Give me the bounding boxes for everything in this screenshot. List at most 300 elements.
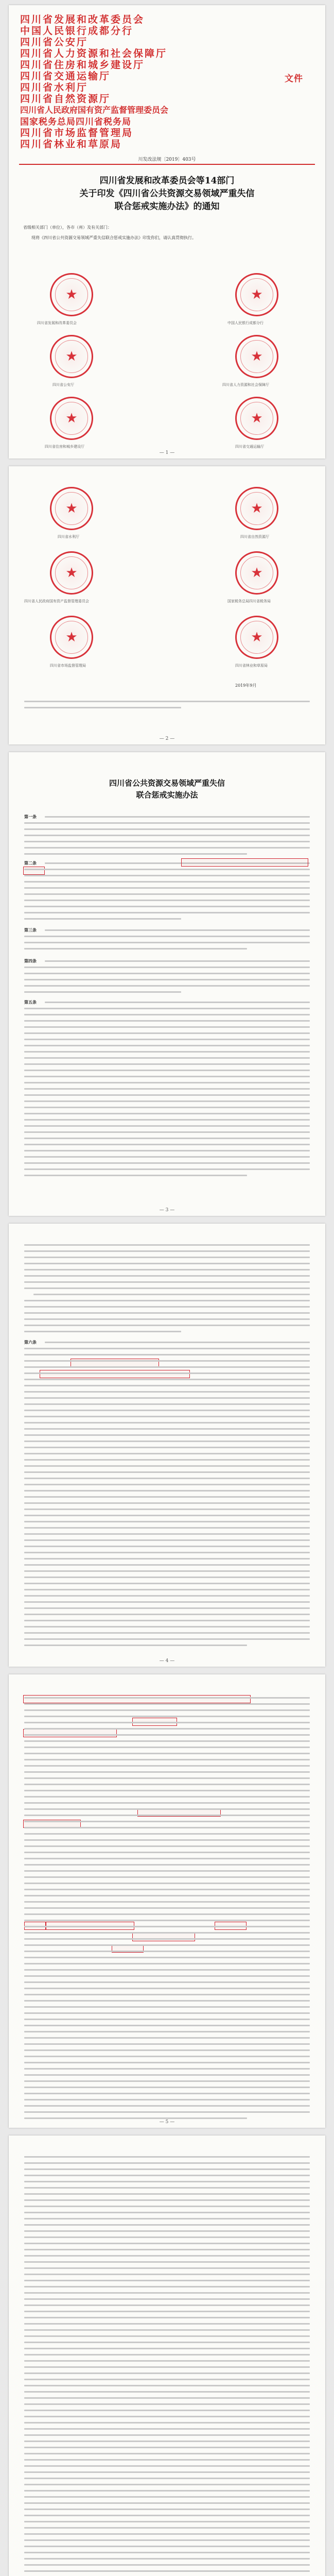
text-line — [24, 1366, 310, 1368]
page-text — [24, 822, 310, 859]
text-line — [24, 1951, 310, 1952]
text-line — [24, 942, 310, 943]
agency-line: 四川省自然资源厅 — [20, 94, 111, 105]
page-number: — 1 — — [159, 450, 175, 455]
text-line — [24, 2465, 310, 2467]
text-line — [24, 1113, 310, 1114]
official-seal: ★ — [235, 616, 278, 659]
page-text — [45, 960, 310, 967]
text-line — [24, 2453, 310, 2454]
text-line — [24, 2311, 310, 2312]
official-seal: ★ — [235, 397, 278, 440]
text-line — [24, 2093, 310, 2094]
agency-line: 四川省住房和城乡建设厅 — [20, 60, 145, 71]
text-line — [24, 1257, 310, 1258]
text-line — [24, 2478, 310, 2479]
page-text — [45, 1342, 310, 1348]
page-text — [24, 1008, 310, 1181]
text-line — [24, 979, 310, 980]
text-line — [24, 1287, 310, 1289]
text-line — [24, 1944, 310, 1946]
page-text — [24, 701, 310, 713]
text-line — [24, 2056, 310, 2057]
text-line — [24, 1722, 310, 1723]
text-line — [24, 1521, 310, 1522]
text-line — [24, 2286, 310, 2287]
text-line — [24, 1269, 310, 1270]
seal-org-label: 四川省公安厅 — [52, 383, 74, 387]
text-line — [24, 2447, 310, 2448]
issue-date: 2019年9月 — [235, 683, 257, 688]
text-line — [24, 2187, 310, 2189]
text-line — [24, 1144, 310, 1145]
text-line — [24, 2087, 310, 2088]
text-line — [24, 906, 310, 907]
text-line — [24, 835, 310, 836]
text-line — [24, 2502, 310, 2504]
text-line — [24, 707, 181, 708]
text-line — [24, 1981, 310, 1983]
text-line — [24, 1709, 310, 1711]
text-line — [24, 2372, 310, 2374]
text-line — [24, 2360, 310, 2362]
text-line — [24, 2111, 310, 2113]
seal-org-label: 四川省水利厅 — [58, 535, 79, 539]
article-heading: 第三条 — [24, 927, 37, 933]
text-line — [24, 1638, 310, 1640]
text-line — [24, 2224, 310, 2226]
text-line — [24, 2335, 310, 2337]
text-line — [24, 2012, 310, 2014]
text-line — [24, 2230, 310, 2232]
page-number: — 2 — — [159, 736, 175, 741]
agency-line: 四川省公安厅 — [20, 37, 89, 48]
text-line — [24, 1802, 310, 1804]
page-text — [24, 1697, 310, 2124]
text-line — [24, 2162, 310, 2164]
text-line — [24, 918, 181, 920]
seal-org-label: 四川省林业和草原局 — [235, 664, 268, 668]
text-line — [24, 1354, 310, 1355]
text-line — [24, 1703, 310, 1705]
text-line — [24, 875, 310, 876]
text-line — [24, 2080, 310, 2082]
text-line — [24, 2062, 310, 2063]
agency-line: 四川省水利厅 — [20, 82, 89, 93]
text-line — [24, 1281, 310, 1283]
text-line — [24, 2280, 310, 2281]
text-line — [24, 2218, 310, 2219]
text-line — [24, 1325, 310, 1326]
text-line — [24, 847, 310, 849]
text-line — [24, 1994, 310, 1995]
text-line — [24, 1379, 310, 1380]
text-line — [24, 1244, 310, 1246]
measures-title-line1: 四川省公共资源交易领域严重失信 — [109, 778, 225, 788]
text-line — [45, 929, 310, 931]
official-seal: ★ — [50, 397, 93, 440]
text-line — [24, 887, 310, 889]
text-line — [45, 1002, 310, 1003]
text-line — [24, 1765, 310, 1767]
text-line — [24, 869, 310, 870]
article-heading: 第一条 — [24, 814, 37, 819]
text-line — [24, 2471, 310, 2473]
document-number: 川发改法规〔2019〕403号 — [138, 157, 196, 162]
text-line — [24, 2298, 310, 2300]
official-seal: ★ — [235, 487, 278, 530]
seal-org-label: 四川省市场监督管理局 — [50, 664, 86, 668]
text-line — [24, 1496, 310, 1498]
text-line — [24, 2105, 310, 2107]
text-line — [24, 1595, 310, 1597]
text-line — [24, 1577, 310, 1578]
text-line — [24, 1913, 310, 1915]
text-line — [24, 1583, 310, 1584]
text-line — [24, 1014, 310, 1015]
text-line — [24, 1883, 310, 1884]
text-line — [24, 1815, 310, 1816]
text-line — [24, 2329, 310, 2331]
text-line — [24, 1410, 310, 1411]
article-heading: 第二条 — [24, 860, 37, 866]
text-line — [24, 1250, 310, 1252]
seal-org-label: 四川省住房和城乡建设厅 — [45, 445, 84, 449]
page-number: — 4 — — [159, 1658, 175, 1664]
seal-org-label: 国家税务总局四川省税务局 — [227, 599, 271, 603]
notice-addressee: 省级相关部门（单位），各市（州）及有关部门： — [23, 225, 112, 230]
text-line — [45, 960, 310, 962]
text-line — [24, 1070, 310, 1071]
text-line — [24, 1490, 310, 1492]
page-text — [24, 2156, 310, 2576]
text-line — [24, 2199, 310, 2201]
measures-title-line2: 联合惩戒实施办法 — [136, 790, 198, 800]
text-line — [24, 2019, 310, 2020]
wenjian-mark: 文件 — [285, 74, 303, 84]
text-line — [24, 1864, 310, 1866]
text-line — [24, 1969, 310, 1971]
text-line — [24, 1907, 310, 1909]
text-line — [24, 1331, 181, 1332]
seal-org-label: 中国人民银行成都分行 — [227, 321, 263, 325]
text-line — [24, 1753, 310, 1754]
text-line — [24, 1728, 310, 1730]
text-line — [24, 1440, 310, 1442]
text-line — [24, 1564, 310, 1566]
text-line — [24, 1614, 310, 1615]
text-line — [24, 973, 310, 974]
document-page-2 — [9, 466, 325, 744]
text-line — [24, 948, 247, 950]
text-line — [24, 2168, 310, 2170]
text-line — [24, 1833, 310, 1835]
text-line — [24, 1082, 310, 1083]
text-line — [24, 1360, 310, 1362]
text-line — [24, 1839, 310, 1841]
official-seal: ★ — [235, 335, 278, 378]
text-line — [24, 1100, 310, 1102]
text-line — [24, 2304, 310, 2306]
text-line — [24, 1821, 310, 1822]
red-divider — [19, 164, 315, 165]
text-line — [24, 1509, 310, 1510]
text-line — [24, 900, 310, 901]
text-line — [24, 1870, 310, 1872]
text-line — [24, 1478, 310, 1479]
agency-line: 四川省市场监督管理局 — [20, 128, 134, 139]
text-line — [24, 1777, 310, 1779]
text-line — [24, 1601, 310, 1603]
text-line — [24, 853, 247, 855]
text-line — [24, 1771, 310, 1773]
text-line — [24, 2267, 310, 2269]
text-line — [24, 1790, 310, 1791]
text-line — [24, 1150, 310, 1151]
text-line — [24, 822, 310, 824]
text-line — [24, 2249, 310, 2250]
text-line — [24, 2558, 310, 2560]
seal-org-label: 四川省自然资源厅 — [240, 535, 269, 539]
text-line — [24, 2037, 310, 2039]
text-line — [24, 936, 310, 937]
page-text — [45, 929, 310, 936]
text-line — [24, 1391, 310, 1393]
text-line — [24, 1626, 310, 1628]
text-line — [24, 1026, 310, 1028]
text-line — [24, 1175, 247, 1176]
text-line — [24, 828, 310, 830]
official-seal: ★ — [50, 487, 93, 530]
text-line — [24, 1552, 310, 1553]
text-line — [24, 967, 310, 968]
notice-body: 现将《四川省公共资源交易领域严重失信联合惩戒实施办法》印发你们，请认真贯彻执行。 — [31, 235, 196, 240]
page-text — [24, 1348, 310, 1651]
seal-org-label: 四川省交通运输厅 — [235, 445, 264, 449]
text-line — [24, 2292, 310, 2294]
page-text — [24, 936, 310, 954]
text-line — [24, 985, 310, 987]
text-line — [24, 2025, 310, 2026]
text-line — [24, 1716, 310, 1717]
text-line — [24, 1895, 310, 1896]
text-line — [24, 2521, 310, 2522]
text-line — [24, 881, 310, 883]
text-line — [24, 2539, 310, 2541]
text-line — [24, 1607, 310, 1609]
text-line — [24, 2484, 310, 2485]
text-line — [24, 2068, 310, 2070]
notice-title-line1: 关于印发《四川省公共资源交易领域严重失信 — [79, 189, 255, 199]
text-line — [24, 1620, 310, 1621]
text-line — [24, 1168, 310, 1170]
text-line — [24, 1088, 310, 1090]
page-text — [45, 816, 310, 822]
text-line — [24, 2515, 310, 2516]
agency-line: 中国人民银行成都分行 — [20, 26, 134, 37]
text-line — [24, 1926, 310, 1927]
text-line — [24, 1138, 310, 1139]
text-line — [24, 1312, 310, 1314]
text-line — [24, 1057, 310, 1059]
text-line — [24, 1632, 310, 1634]
agency-line: 四川省交通运输厅 — [20, 71, 111, 82]
text-line — [24, 1876, 310, 1878]
notice-subtitle: 四川省发展和改革委员会等14部门 — [99, 176, 235, 186]
text-line — [24, 2441, 310, 2442]
text-line — [24, 1119, 310, 1121]
text-line — [24, 2317, 310, 2318]
article-heading: 第五条 — [24, 999, 37, 1005]
text-line — [24, 2348, 310, 2349]
text-line — [24, 1484, 310, 1485]
text-line — [24, 1515, 310, 1516]
text-line — [24, 2410, 310, 2411]
text-line — [24, 2193, 310, 2195]
text-line — [24, 2243, 310, 2244]
text-line — [45, 816, 310, 818]
text-line — [24, 2175, 310, 2176]
text-line — [24, 1827, 310, 1828]
text-line — [24, 1397, 310, 1399]
text-line — [24, 2546, 310, 2547]
page-text — [24, 869, 310, 924]
text-line — [24, 1471, 310, 1473]
text-line — [24, 1107, 310, 1108]
text-line — [24, 1932, 310, 1934]
text-line — [24, 1131, 310, 1133]
page-text — [24, 1244, 310, 1337]
text-line — [24, 2000, 310, 2002]
text-line — [24, 2255, 310, 2257]
page-text — [24, 967, 310, 997]
text-line — [24, 1428, 310, 1430]
text-line — [24, 1094, 310, 1096]
text-line — [24, 1957, 310, 1958]
text-line — [24, 1889, 310, 1890]
official-seal: ★ — [50, 551, 93, 595]
article-heading: 第六条 — [24, 1340, 37, 1345]
text-line — [24, 2391, 310, 2393]
text-line — [24, 1045, 310, 1046]
text-line — [24, 2434, 310, 2436]
notice-title-line2: 联合惩戒实施办法》的通知 — [114, 201, 220, 212]
official-seal: ★ — [235, 273, 278, 316]
text-line — [24, 2074, 310, 2076]
highlight-box — [181, 858, 308, 867]
text-line — [24, 1039, 310, 1040]
text-line — [24, 1988, 310, 1989]
text-line — [24, 2206, 310, 2207]
text-line — [24, 2099, 310, 2100]
text-line — [24, 2354, 310, 2355]
text-line — [24, 1032, 310, 1034]
text-line — [24, 912, 310, 913]
text-line — [24, 1808, 310, 1810]
text-line — [24, 2459, 310, 2461]
text-line — [24, 1263, 310, 1264]
text-line — [24, 2274, 310, 2275]
text-line — [24, 2043, 310, 2045]
seal-org-label: 四川省人力资源和社会保障厅 — [222, 383, 269, 387]
text-line — [24, 1416, 310, 1417]
text-line — [24, 2552, 310, 2553]
text-line — [24, 2428, 310, 2430]
text-line — [24, 991, 181, 993]
text-line — [24, 2570, 310, 2572]
text-line — [24, 1076, 310, 1077]
document-page-3 — [9, 752, 325, 1216]
agency-line: 四川省人民政府国有资产监督管理委员会 — [20, 106, 169, 115]
document-page-4 — [9, 1224, 325, 1667]
text-line — [24, 1162, 310, 1164]
text-line — [24, 1527, 310, 1529]
agency-line: 四川省发展和改革委员会 — [20, 14, 145, 25]
text-line — [33, 1294, 310, 1295]
text-line — [24, 1546, 310, 1547]
text-line — [24, 1465, 310, 1467]
text-line — [24, 1125, 310, 1127]
text-line — [24, 1275, 310, 1277]
text-line — [24, 1063, 310, 1065]
text-line — [24, 1747, 310, 1748]
article-heading: 第四条 — [24, 958, 37, 963]
official-seal: ★ — [50, 335, 93, 378]
text-line — [24, 2006, 310, 2008]
document-page-1 — [9, 5, 325, 459]
text-line — [24, 2422, 310, 2424]
text-line — [24, 1589, 310, 1590]
text-line — [24, 1901, 310, 1903]
text-line — [24, 1453, 310, 1454]
text-line — [24, 1784, 310, 1785]
text-line — [24, 1008, 310, 1009]
text-line — [24, 1734, 310, 1736]
text-line — [24, 1852, 310, 1853]
text-line — [24, 1422, 310, 1423]
text-line — [24, 2212, 310, 2213]
text-line — [24, 1539, 310, 1541]
text-line — [24, 1447, 310, 1448]
text-line — [45, 1342, 310, 1343]
text-line — [24, 1963, 310, 1964]
official-seal: ★ — [50, 616, 93, 659]
text-line — [24, 2156, 310, 2158]
text-line — [24, 1372, 310, 1374]
text-line — [24, 1697, 310, 1699]
agency-line: 国家税务总局四川省税务局 — [20, 117, 131, 127]
seal-org-label: 四川省发展和改革委员会 — [37, 321, 77, 325]
text-line — [24, 1434, 310, 1436]
text-line — [24, 2385, 310, 2386]
text-line — [24, 1385, 310, 1386]
text-line — [24, 2181, 310, 2182]
text-line — [24, 701, 310, 702]
page-text — [45, 1002, 310, 1008]
text-line — [24, 1318, 310, 1320]
text-line — [24, 1306, 310, 1308]
text-line — [24, 2564, 310, 2566]
agency-header — [20, 14, 308, 150]
text-line — [24, 2117, 247, 2119]
text-line — [24, 2236, 310, 2238]
text-line — [24, 2403, 310, 2405]
text-line — [24, 1645, 247, 1646]
text-line — [24, 1020, 310, 1022]
text-line — [24, 893, 310, 895]
text-line — [24, 1796, 310, 1798]
document-page-5 — [9, 1674, 325, 2128]
